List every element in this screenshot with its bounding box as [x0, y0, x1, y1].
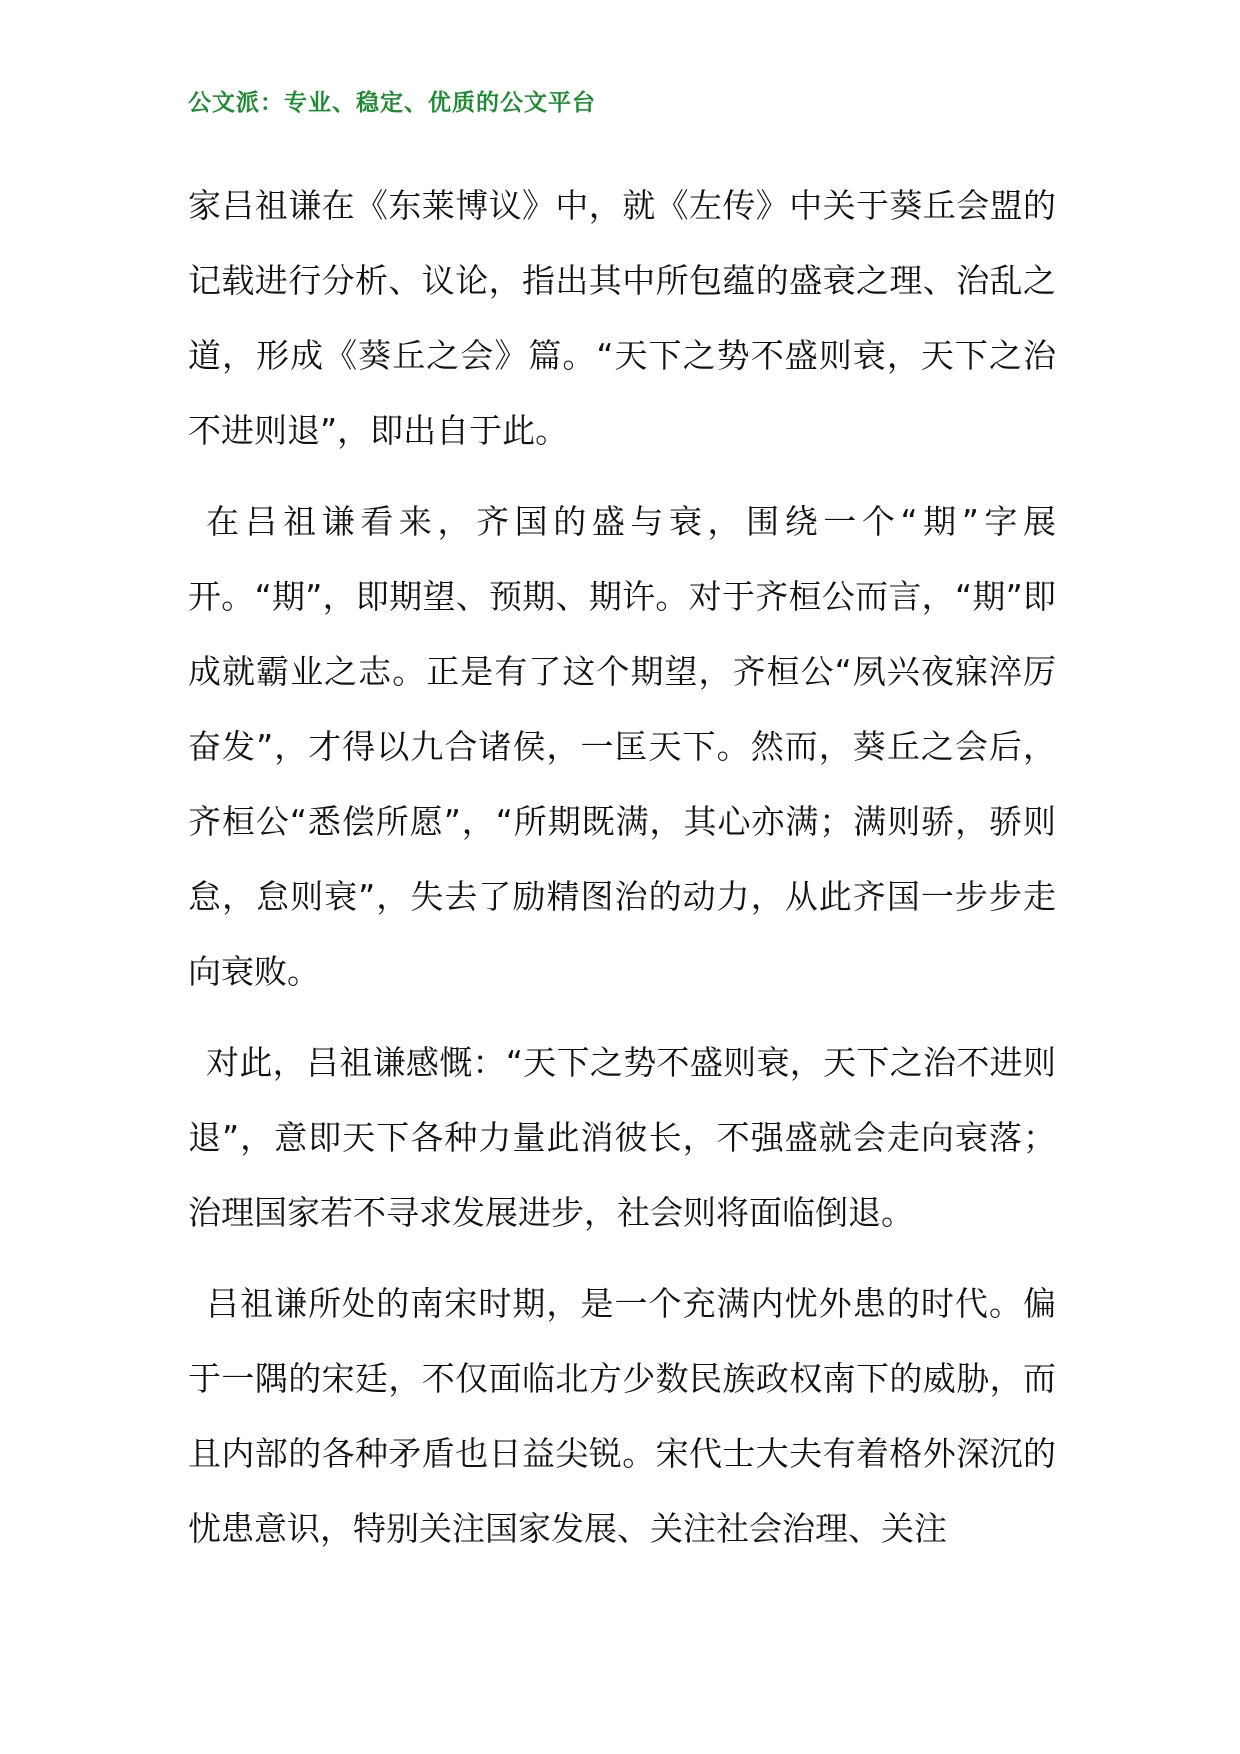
article-body — [188, 168, 1056, 1582]
paragraph-4: 吕祖谦所处的南宋时期，是一个充满内忧外患的时代。偏于一隅的宋廷，不仅面临北方少数民族政权南下的威胁，而且内部的各种矛盾也日益尖锐。宋代士大夫有着格外深沉的忧患意识，特别关注国家发展、关注社会治理、关注 — [188, 1284, 1056, 1548]
paragraph-3: 对此，吕祖谦感慨：“天下之势不盛则衰，天下之治不进则退”，意即天下各种力量此消彼长，不强盛就会走向衰落；治理国家若不寻求发展进步，社会则将面临倒退。 — [188, 1043, 1056, 1232]
site-header-title: 公文派：专业、稳定、优质的公文平台 — [188, 90, 596, 116]
paragraph-1: 家吕祖谦在《东莱博议》中，就《左传》中关于葵丘会盟的记载进行分析、议论，指出其中所包蕴的盛衰之理、治乱之道，形成《葵丘之会》篇。“天下之势不盛则衰，天下之治不进则退”，即出自于此。 — [188, 186, 1056, 450]
paragraph-2: 在吕祖谦看来，齐国的盛与衰，围绕一个“期”字展开。“期”，即期望、预期、期许。对于齐桓公而言，“期”即成就霸业之志。正是有了这个期望，齐桓公“夙兴夜寐淬厉奋发”，才得以九合诸侯，一匡天下。然而，葵丘之会后，齐桓公“悉偿所愿”，“所期既满，其心亦满；满则骄，骄则怠，怠则衰”，失去了励精图治的动力，从此齐国一步步走向衰败。 — [188, 502, 1056, 991]
